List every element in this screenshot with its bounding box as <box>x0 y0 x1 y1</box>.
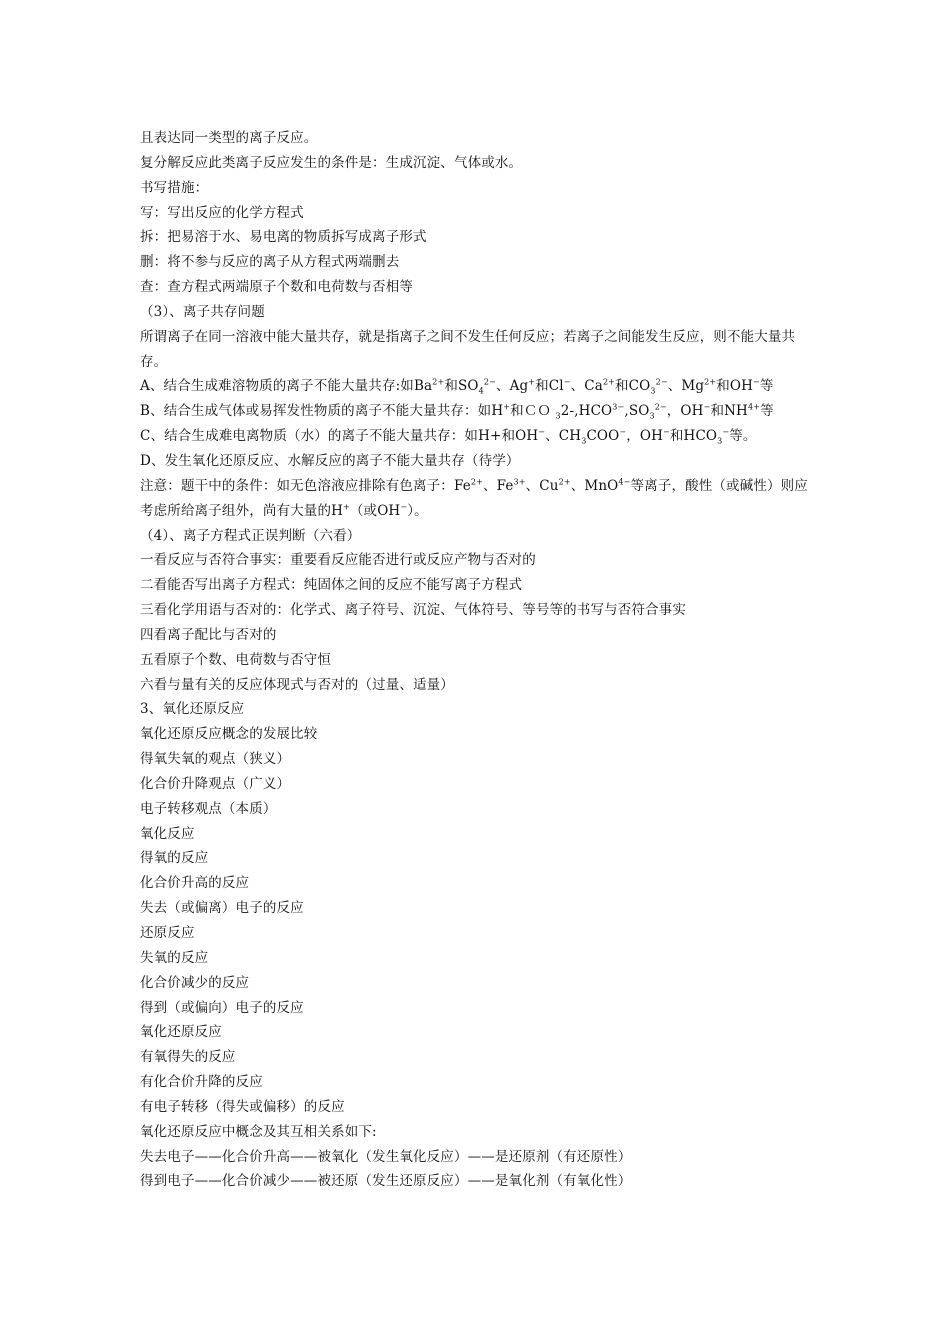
text-line: 五看原子个数、电荷数与否守恒 <box>140 651 332 668</box>
text-line: 四看离子配比与否对的 <box>140 626 277 643</box>
text-line: 拆：把易溶于水、易电离的物质拆写成离子形式 <box>140 229 427 246</box>
text-line: （4）、离子方程式正误判断（六看） <box>140 527 361 544</box>
text-line: 且表达同一类型的离子反应。 <box>140 130 318 146</box>
text-line: C、结合生成难电离物质（水）的离子不能大量共存：如H+和OH−、$CH_3COO^-$，OH−和$HCO_3^-$等。 <box>140 427 757 446</box>
text-line: 化合价减少的反应 <box>140 974 250 991</box>
text-line: D、发生氧化还原反应、水解反应的离子不能大量共存（待学） <box>140 452 520 469</box>
text-line: 六看与量有关的反应体现式与否对的（过量、适量） <box>140 676 454 693</box>
text-line: 复分解反应此类离子反应发生的条件是：生成沉淀、气体或水。 <box>140 154 523 171</box>
text-line: 失去电子——化合价升高——被氧化（发生氧化反应）——是还原剂（有还原性） <box>140 1148 632 1165</box>
text-line: 氧化还原反应概念的发展比较 <box>140 726 318 743</box>
text-line: 所谓离子在同一溶液中能大量共存，就是指离子之间不发生任何反应；若离子之间能发生反应，则不能大量共存。 <box>140 328 796 370</box>
text-line: 得氧的反应 <box>140 850 209 867</box>
text-line: 有电子转移（得失或偏移）的反应 <box>140 1098 345 1115</box>
text-line: B、结合生成气体或易挥发性物质的离子不能大量共存：如H+和ＣＯ $_32-,HCO^{3-},SO_3^{2-}$，OH−和$NH^{4+}$等 <box>140 402 774 421</box>
text-line: 得氧失氧的观点（狭义） <box>140 751 291 768</box>
text-line: 有氧得失的反应 <box>140 1049 236 1066</box>
text-line: 3、氧化还原反应 <box>140 701 245 718</box>
text-line: 写：写出反应的化学方程式 <box>140 204 304 221</box>
text-line: 还原反应 <box>140 925 195 941</box>
text-line: 查：查方程式两端原子个数和电荷数与否相等 <box>140 279 413 296</box>
text-line: 失氧的反应 <box>140 949 209 966</box>
text-line: 二看能否写出离子方程式：纯固体之间的反应不能写离子方程式 <box>140 577 523 594</box>
text-line: 化合价升高的反应 <box>140 875 250 892</box>
text-line: 注意：题干中的条件：如无色溶液应排除有色离子：$Fe^{2+}$、$Fe^{3+}$、$Cu^{2+}$、MnO$^{4-}$等离子，酸性（或碱性）则应考虑所给离子组外，尚有大量的H+（或OH−）。 <box>140 477 808 519</box>
document-page <box>140 126 820 1194</box>
text-line: 失去（或偏离）电子的反应 <box>140 900 304 917</box>
text-line: 三看化学用语与否对的：化学式、离子符号、沉淀、气体符号、等号等的书写与否符合事实 <box>140 602 686 619</box>
text-line: 氧化反应 <box>140 825 195 842</box>
text-line: 得到（或偏向）电子的反应 <box>140 999 304 1016</box>
text-line: 书写措施： <box>140 179 209 196</box>
text-line: 有化合价升降的反应 <box>140 1074 263 1091</box>
text-line: 化合价升降观点（广义） <box>140 775 291 792</box>
text-line: 电子转移观点（本质） <box>140 800 277 817</box>
text-line: 氧化还原反应中概念及其互相关系如下: <box>140 1123 377 1140</box>
text-line: （3）、离子共存问题 <box>140 303 265 320</box>
text-line: A、结合生成难溶物质的离子不能大量共存:如$Ba^{2+}$和$SO_4^{2-}$、Ag+和Cl−、$Ca^{2+}$和$CO_3^{2-}$、$Mg^{2+}$和OH−等 <box>140 377 774 397</box>
text-line: 氧化还原反应 <box>140 1024 222 1041</box>
text-line: 得到电子——化合价减少——被还原（发生还原反应）——是氧化剂（有氧化性） <box>140 1173 632 1190</box>
text-line: 一看反应与否符合事实：重要看反应能否进行或反应产物与否对的 <box>140 552 536 569</box>
text-line: 删：将不参与反应的离子从方程式两端删去 <box>140 254 400 271</box>
